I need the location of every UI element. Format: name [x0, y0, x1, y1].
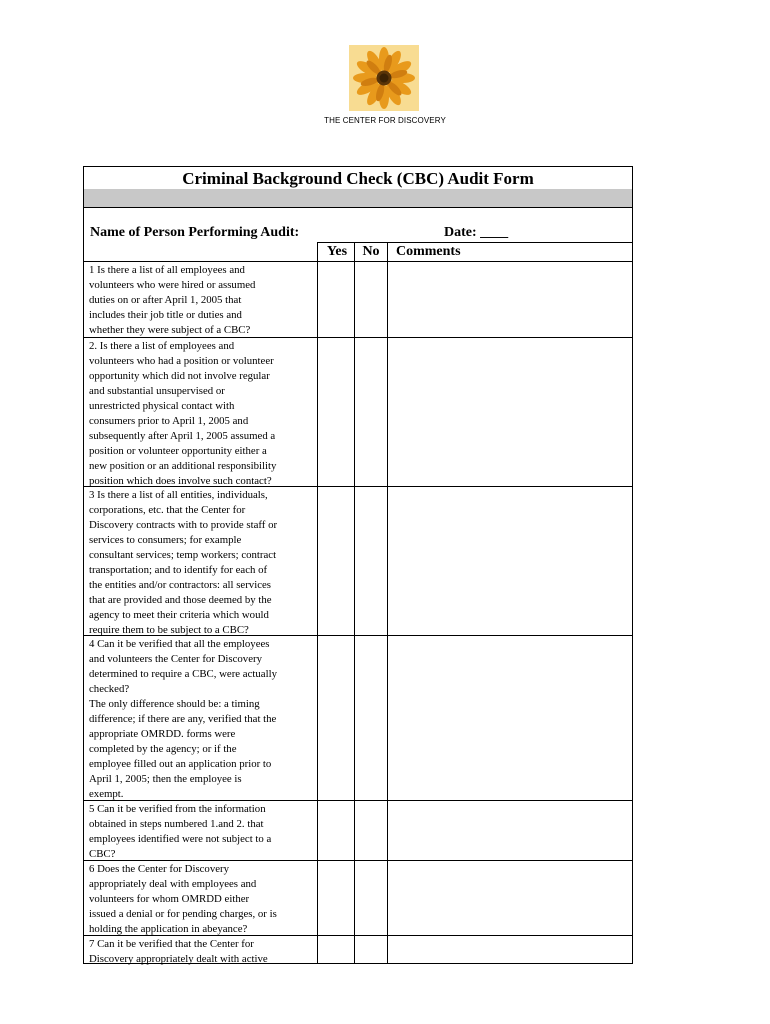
auditor-name-label: Name of Person Performing Audit:: [90, 225, 300, 240]
question-text: 1 Is there a list of all employees and volunteers who were hired or assumed duties on or after April 1, 2005 that includes their job title or duties and whether they were subject of a CBC?: [89, 264, 256, 336]
yes-column-header: Yes: [326, 244, 348, 259]
audit-form: [83, 166, 633, 964]
question-text: 7 Can it be verified that the Center for Discovery appropriately dealt with active: [89, 938, 268, 965]
comments-column-header: Comments: [396, 244, 461, 259]
organization-name: THE CENTER FOR DISCOVERY: [324, 116, 446, 125]
sunflower-logo: [349, 45, 419, 111]
question-row-3: [84, 486, 632, 635]
question-row-6: [84, 860, 632, 935]
question-row-2: [84, 337, 632, 486]
question-row-1: [84, 261, 632, 337]
shaded-separator-row: [84, 189, 632, 208]
question-row-4: [84, 635, 632, 800]
question-row-7: [84, 935, 632, 963]
column-header-top-rule: [317, 242, 632, 243]
date-label: Date: ____: [444, 225, 509, 240]
question-row-5: [84, 800, 632, 860]
no-column-header: No: [362, 244, 380, 259]
question-text: 5 Can it be verified from the information obtained in steps numbered 1.and 2. that employees identified were not subject to a CBC?: [89, 803, 272, 860]
question-text: 6 Does the Center for Discovery appropriately deal with employees and volunteers for whom OMRDD either issued a denial or for pending charges, or is holding the application in abeyance?: [89, 863, 277, 935]
question-text: 4 Can it be verified that all the employees and volunteers the Center for Discovery determined to require a CBC, were actually checked? The only difference should be: a timing difference; if there are any, verified that the appropriate OMRDD. forms were completed by the agency; or if the employee filled out an application prior to April 1, 2005; then the employee is exempt.: [89, 638, 277, 800]
form-title: Criminal Background Check (CBC) Audit Form: [84, 167, 632, 190]
question-text: 2. Is there a list of employees and volunteers who had a position or volunteer opportunity which did not involve regular and substantial unsupervised or unrestricted physical contact with consumers prior to April 1, 2005 and subsequently after April 1, 2005 assumed a position or volunteer opportunity either a new position or an additional responsibility position which does involve such contact?: [89, 340, 277, 487]
question-text: 3 Is there a list of all entities, individuals, corporations, etc. that the Center for Discovery contracts with to provide staff or services to consumers; for example consultant services; temp workers; contract transportation; and to identify for each of the entities and/or contractors: all services that are provided and those deemed by the agency to meet their criteria which would require them to be subject to a CBC?: [89, 489, 278, 636]
